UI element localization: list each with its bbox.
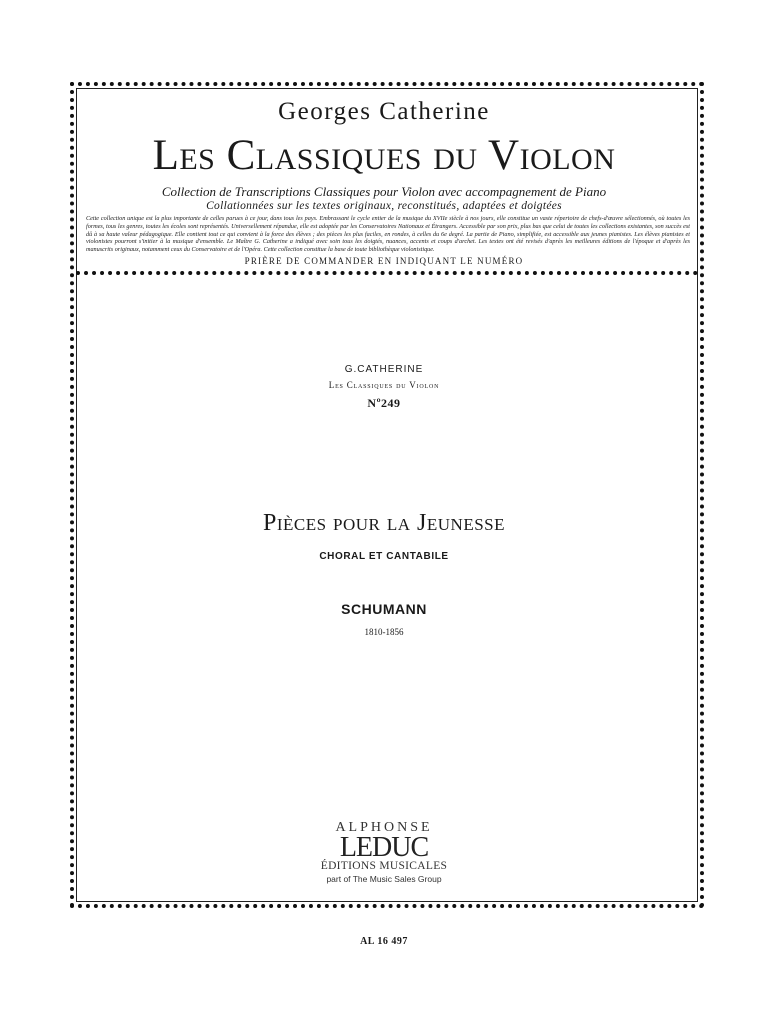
edition-author: G.CATHERINE bbox=[344, 364, 424, 375]
order-note: PRIÈRE DE COMMANDER EN INDIQUANT LE NUMÉRO bbox=[244, 256, 524, 266]
publisher-editions: ÉDITIONS MUSICALES bbox=[320, 860, 448, 872]
composer-name: SCHUMANN bbox=[341, 601, 427, 617]
publisher-logo: LEDUC bbox=[339, 832, 429, 863]
header-divider bbox=[76, 271, 698, 275]
edition-series: Les Classiques du Violon bbox=[328, 380, 440, 390]
publisher-group: part of The Music Sales Group bbox=[326, 874, 442, 884]
publisher-small-line: ALPHONSE bbox=[335, 820, 433, 835]
work-subtitle: CHORAL ET CANTABILE bbox=[319, 551, 449, 562]
composer-dates: 1810-1856 bbox=[364, 627, 404, 637]
collection-blurb: Cette collection unique est la plus importante de celles parues à ce jour, dans tous les pays. Embrassant le cycle entier de la musique du XVIIe siècle à nos jours, elle constitue un vaste répertoire de chefs-d'œuvre sélectionnés, où toutes les formes, tous les genres, toutes les écoles sont représentés. Universellement répandue, elle est adoptée par les Conservatoires Nationaux et Étrangers. Accessible par son prix, plus bas que celui de toutes les collections existantes, son succès est dû à sa haute valeur pédagogique. Elle contient tout ce qui convient à la force des élèves ; des pièces les plus faciles, en rondes, à celles du 6e degré. La partie de Piano, simplifiée, est accessible aux jeunes pianistes. Les élèves pianistes et violonistes pourront s'initier à la musique d'ensemble. Le Maître G. Catherine a indiqué avec soin tous les doigtés, nuances, accents et coups d'archet. Les textes ont été revisés d'après les meilleures éditions de l'époque et d'après les manuscrits originaux, notamment ceux du Conservatoire et de l'Opéra. Cette collection constitue la base de toute bibliothèque violonistique. bbox=[86, 215, 690, 254]
work-title: Pièces pour la Jeunesse bbox=[262, 510, 506, 536]
series-title: Les Classiques du Violon bbox=[152, 132, 616, 179]
edition-number: Nº249 bbox=[367, 396, 401, 410]
collection-line: Collection de Transcriptions Classiques pour Violon avec accompagnement de Piano bbox=[161, 184, 607, 199]
collation-line: Collationnées sur les textes originaux, reconstitués, adaptées et doigtées bbox=[206, 200, 562, 212]
catalog-number: AL 16 497 bbox=[360, 936, 408, 947]
header-author: Georges Catherine bbox=[278, 98, 490, 125]
